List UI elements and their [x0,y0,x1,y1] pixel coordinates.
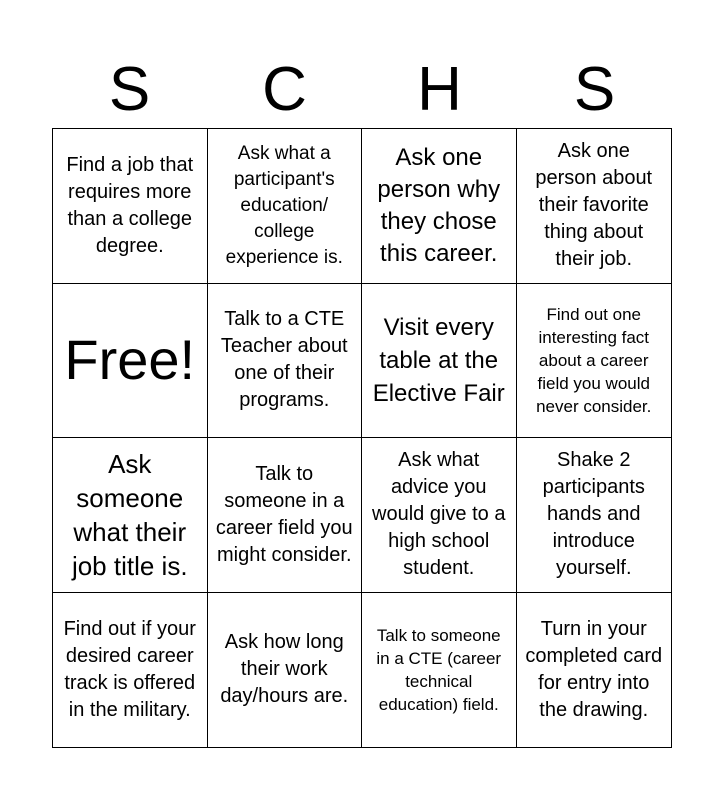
bingo-cell-text: Talk to a CTE Teacher about one of their programs. [220,308,348,412]
bingo-cell-text: Ask one person why they chose this career. [377,143,501,267]
bingo-header [52,52,672,128]
bingo-cell-text: Find a job that requires more than a college degree. [66,153,194,257]
bingo-cell-text: Talk to someone in a career field you might consider. [215,462,353,566]
bingo-cell-r1c1[interactable] [53,129,208,284]
bingo-cell-r3c2[interactable] [208,438,363,593]
bingo-cell-r1c4[interactable] [517,129,672,284]
bingo-cell-r3c1[interactable] [53,438,208,593]
bingo-cell-text: Turn in your completed card for entry into the drawing. [525,617,663,721]
bingo-cell-r4c3[interactable] [362,593,517,748]
bingo-cell-text: Find out if your desired career track is offered in the military. [63,617,196,721]
bingo-cell-text: Visit every table at the Elective Fair [372,313,505,407]
bingo-cell-text: Find out one interesting fact about a career field you would never consider. [536,304,652,416]
bingo-cell-text: Ask what a participant's education/ college experience is. [225,142,343,268]
header-letter-h: H [417,55,462,124]
bingo-cell-r1c2[interactable] [208,129,363,284]
header-letter-s: S [108,55,151,124]
bingo-cell-r4c2[interactable] [208,593,363,748]
bingo-cell-text: Talk to someone in a CTE (career technical education) field. [376,625,502,714]
bingo-cell-r3c4[interactable] [517,438,672,593]
bingo-cell-text: Ask someone what their job title is. [71,448,188,581]
bingo-cell-r2c3[interactable] [362,284,517,439]
bingo-cell-text: Shake 2 participants hands and introduce yourself. [542,449,645,580]
bingo-cell-r2c2[interactable] [208,284,363,439]
bingo-cell-r4c1[interactable] [53,593,208,748]
bingo-cell-text: Free! [64,328,196,392]
bingo-cell-r4c4[interactable] [517,593,672,748]
bingo-cell-text: Ask one person about their favorite thing about their job. [535,140,653,271]
bingo-grid [52,128,672,748]
bingo-cell-text: Ask how long their work day/hours are. [220,631,349,708]
bingo-cell-text: Ask what advice you would give to a high school student. [372,449,506,580]
bingo-cell-free[interactable] [53,284,208,439]
header-letter-s-2: S [573,55,616,124]
header-letter-c: C [262,55,307,124]
bingo-cell-r3c3[interactable] [362,438,517,593]
bingo-cell-r1c3[interactable] [362,129,517,284]
bingo-cell-r2c4[interactable] [517,284,672,439]
